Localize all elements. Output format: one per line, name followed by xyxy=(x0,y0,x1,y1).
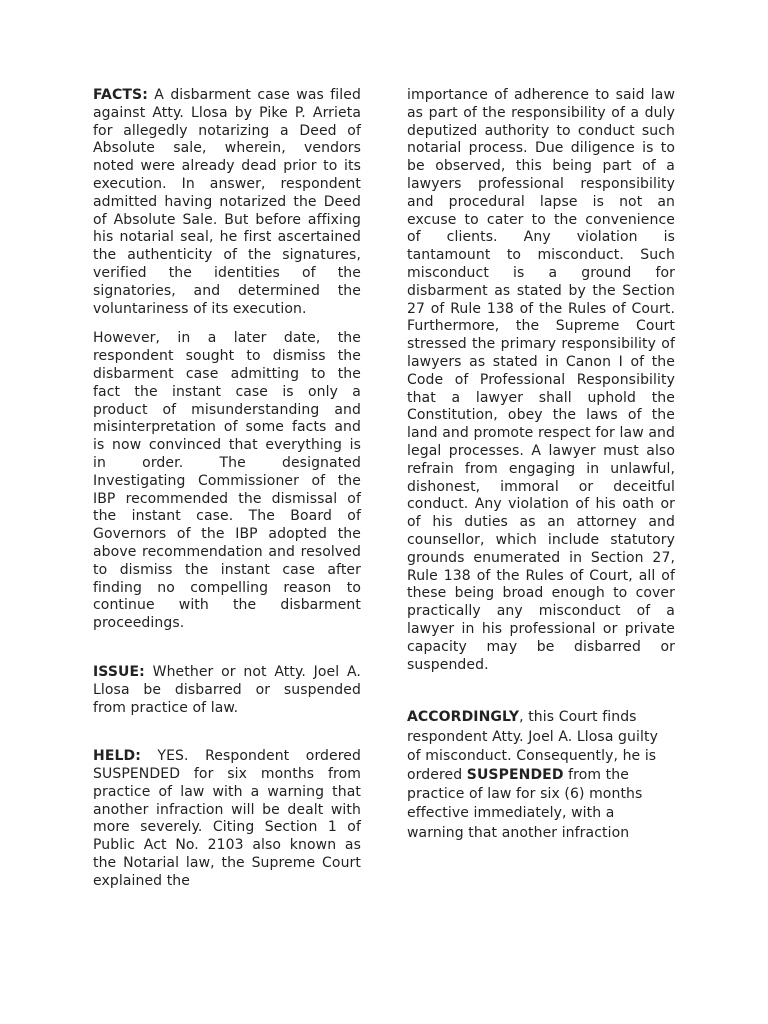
held-text: YES. Respondent ordered SUSPENDED for six months from practice of law with a warning that another infraction will be dealt with more severely. Citing Section 1 of Public Act No. 2103 also known as the Notarial law, the Supreme Court explained the xyxy=(93,748,361,889)
however-text: However, in a later date, the respondent sought to dismiss the disbarment case admitting to the fact the instant case is only a product of misunderstanding and misinterpretation of some facts and is now convinced that everything is in order. The designated Investigating Commissioner of the IBP recommended the dismissal of the instant case. The Board of Governors of the IBP adopted the above recommendation and resolved to dismiss the instant case after finding no compelling reason to continue with the disbarment proceedings. xyxy=(93,330,361,632)
suspended-label: SUSPENDED xyxy=(466,766,564,783)
facts-text: A disbarment case was filed against Atty. Llosa by Pike P. Arrieta for allegedly notarizing a Deed of Absolute sale, wherein, vendors noted were already dead prior to its execution. In answer, respondent admitted having notarized the Deed of Absolute Sale. But before affixing his notarial seal, he first ascertained the authenticity of the signatures, verified the identities of the signatories, and determined the voluntariness of its execution. xyxy=(93,87,361,317)
held-label: HELD: xyxy=(93,748,141,765)
ruling-explanation-paragraph xyxy=(407,87,675,674)
ruling-explanation-text: importance of adherence to said law as part of the responsibility of a duly deputized authority to conduct such notarial process. Due diligence is to be observed, this being part of a lawyers professional responsibility and procedural lapse is not an excuse to cater to the convenience of clients. Any violation is tantamount to misconduct. Such misconduct is a ground for disbarment as stated by the Section 27 of Rule 138 of the Rules of Court. Furthermore, the Supreme Court stressed the primary responsibility of lawyers as stated in Canon I of the Code of Professional Responsibility that a lawyer shall uphold the Constitution, obey the laws of the land and promote respect for law and legal processes. A lawyer must also refrain from engaging in unlawful, dishonest, immoral or deceitful conduct. Any violation of his oath or of his duties as an attorney and counsellor, which include statutory grounds enumerated in Section 27, Rule 138 of the Rules of Court, all of these being broad enough to cover practically any misconduct of a lawyer in his professional or private capacity may be disbarred or suspended. xyxy=(407,87,675,673)
held-paragraph xyxy=(93,748,361,890)
facts-paragraph xyxy=(93,87,361,318)
facts-label: FACTS: xyxy=(93,87,148,103)
accordingly-text-1: , this Court finds respondent Atty. Joel A. Llosa guilty of misconduct. Consequently, he is ordered xyxy=(407,709,658,783)
however-paragraph xyxy=(93,330,361,633)
accordingly-paragraph xyxy=(407,708,675,842)
issue-label: ISSUE: xyxy=(93,663,145,680)
accordingly-text-2: from the practice of law for six (6) months effective immediately, with a warning that another infraction xyxy=(407,766,643,841)
accordingly-label: ACCORDINGLY xyxy=(407,709,520,726)
issue-paragraph xyxy=(93,664,361,717)
issue-text: Whether or not Atty. Joel A. Llosa be disbarred or suspended from practice of law. xyxy=(93,663,361,716)
left-column xyxy=(93,87,361,891)
right-column xyxy=(407,87,675,843)
